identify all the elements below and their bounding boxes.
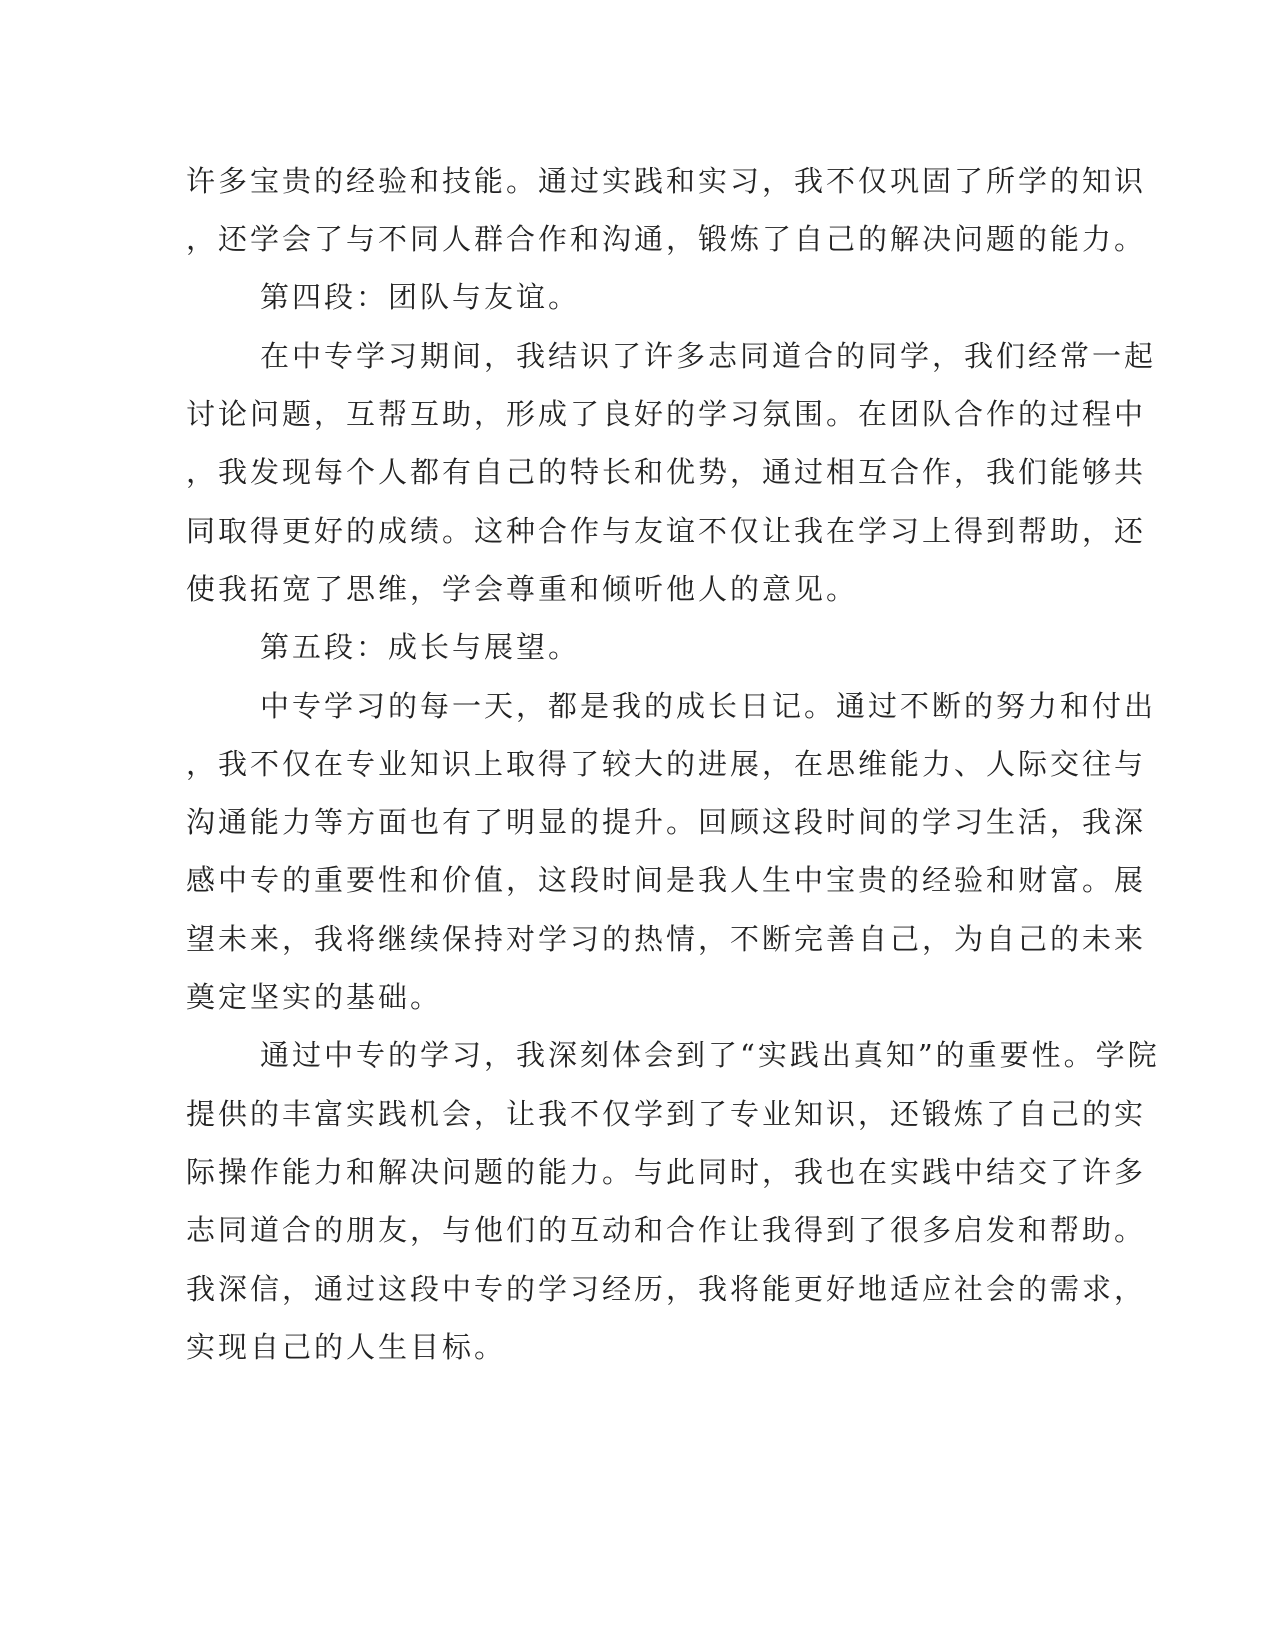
text-line: 讨论问题，互帮互助，形成了良好的学习氛围。在团队合作的过程中 (186, 397, 1147, 431)
text-line: 望未来，我将继续保持对学习的热情，不断完善自己，为自己的未来 (186, 922, 1147, 956)
section-heading: 第五段：成长与展望。 (260, 630, 581, 664)
text-line: 奠定坚实的基础。 (186, 980, 443, 1014)
text-line: 中专学习的每一天，都是我的成长日记。通过不断的努力和付出 (260, 689, 1157, 723)
section-heading: 第四段：团队与友谊。 (260, 280, 581, 314)
text-line: 实现自己的人生目标。 (186, 1330, 507, 1364)
text-line: 许多宝贵的经验和技能。通过实践和实习，我不仅巩固了所学的知识 (186, 164, 1147, 198)
text-line: ，我不仅在专业知识上取得了较大的进展，在思维能力、人际交往与 (186, 747, 1147, 781)
text-line: 际操作能力和解决问题的能力。与此同时，我也在实践中结交了许多 (186, 1155, 1147, 1189)
text-line: 提供的丰富实践机会，让我不仅学到了专业知识，还锻炼了自己的实 (186, 1097, 1147, 1131)
text-line: 志同道合的朋友，与他们的互动和合作让我得到了很多启发和帮助。 (186, 1213, 1147, 1247)
text-line: 我深信，通过这段中专的学习经历，我将能更好地适应社会的需求， (186, 1272, 1147, 1306)
text-line: 沟通能力等方面也有了明显的提升。回顾这段时间的学习生活，我深 (186, 805, 1147, 839)
text-line: ，还学会了与不同人群合作和沟通，锻炼了自己的解决问题的能力。 (186, 222, 1147, 256)
text-line: 使我拓宽了思维，学会尊重和倾听他人的意见。 (186, 572, 859, 606)
text-line: 同取得更好的成绩。这种合作与友谊不仅让我在学习上得到帮助，还 (186, 514, 1147, 548)
text-line: ，我发现每个人都有自己的特长和优势，通过相互合作，我们能够共 (186, 455, 1147, 489)
text-line: 感中专的重要性和价值，这段时间是我人生中宝贵的经验和财富。展 (186, 863, 1147, 897)
text-line: 通过中专的学习，我深刻体会到了“实践出真知”的重要性。学院 (260, 1038, 1160, 1072)
text-line: 在中专学习期间，我结识了许多志同道合的同学，我们经常一起 (260, 339, 1157, 373)
